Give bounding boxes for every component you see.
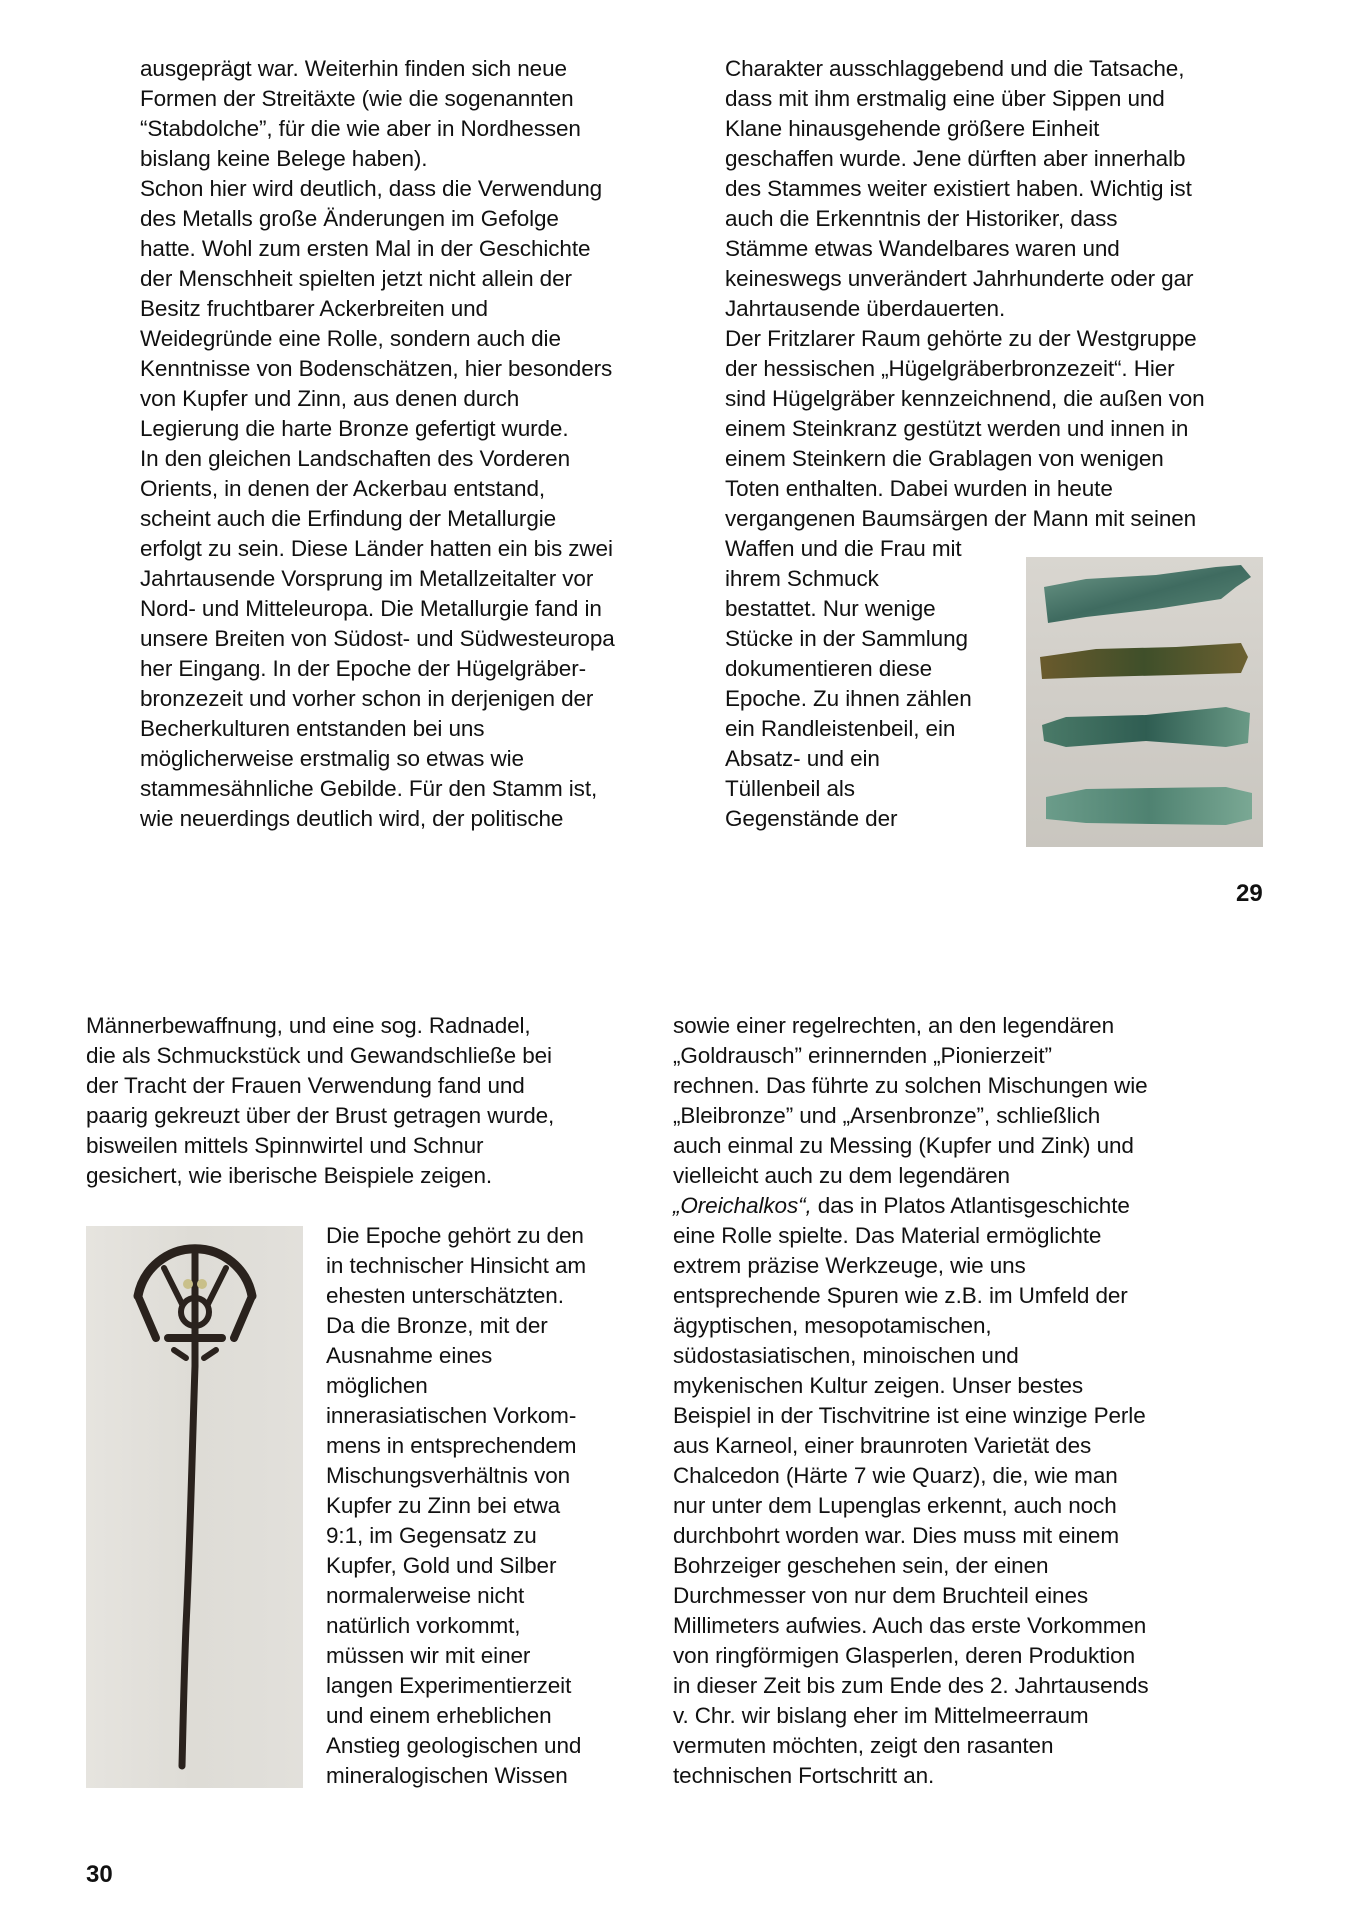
text-line: und einem erheblichen: [326, 1703, 552, 1728]
bronze-axes-illustration: [1026, 557, 1263, 847]
p30-right-column: [673, 1011, 1293, 1791]
text-line: auch einmal zu Messing (Kupfer und Zink) und: [673, 1133, 1134, 1158]
text-line: in technischer Hinsicht am: [326, 1253, 587, 1278]
text-line: Epoche. Zu ihnen zählen: [725, 686, 972, 711]
text-line: technischen Fortschritt an.: [673, 1763, 935, 1788]
text-line: der Tracht der Frauen Verwendung fand und: [86, 1073, 525, 1098]
text-line: Waffen und die Frau mit: [725, 536, 962, 561]
text-line: stammesähnliche Gebilde. Für den Stamm ist,: [140, 776, 598, 801]
text-line: nur unter dem Lupenglas erkennt, auch noch: [673, 1493, 1117, 1518]
text-line: hatte. Wohl zum ersten Mal in der Geschichte: [140, 236, 591, 261]
text-line: mineralogischen Wissen: [326, 1763, 568, 1788]
text-line: bislang keine Belege haben).: [140, 146, 428, 171]
text-line: aus Karneol, einer braunroten Varietät des: [673, 1433, 1092, 1458]
text-line: von Kupfer und Zinn, aus denen durch: [140, 386, 520, 411]
text-line: Stücke in der Sammlung: [725, 626, 968, 651]
text-line: Millimeters aufwies. Auch das erste Vorkommen: [673, 1613, 1147, 1638]
text-line: erfolgt zu sein. Diese Länder hatten ein bis zwei: [140, 536, 613, 561]
text-line: bronzezeit und vorher schon in derjenigen der: [140, 686, 594, 711]
text-line: vermuten möchten, zeigt den rasanten: [673, 1733, 1054, 1758]
wheel-pin-photo: [86, 1226, 303, 1788]
text-line: des Stammes weiter existiert haben. Wichtig ist: [725, 176, 1192, 201]
text-line: keineswegs unverändert Jahrhunderte oder gar: [725, 266, 1194, 291]
text-line: mens in entsprechendem: [326, 1433, 577, 1458]
text-line: bestattet. Nur wenige: [725, 596, 936, 621]
text-line: Becherkulturen entstanden bei uns: [140, 716, 485, 741]
text-line: her Eingang. In der Epoche der Hügelgräber-: [140, 656, 586, 681]
text-line: geschaffen wurde. Jene dürften aber innerhalb: [725, 146, 1186, 171]
text-line: Bohrzeiger geschehen sein, der einen: [673, 1553, 1049, 1578]
text-line: „Bleibronze” und „Arsenbronze”, schließlich: [673, 1103, 1101, 1128]
text-line: auch die Erkenntnis der Historiker, dass: [725, 206, 1118, 231]
text-line: Anstieg geologischen und: [326, 1733, 582, 1758]
text-line: des Metalls große Änderungen im Gefolge: [140, 206, 559, 231]
text-line: Tüllenbeil als: [725, 776, 855, 801]
text-line: innerasiatischen Vorkom-: [326, 1403, 577, 1428]
text-line: Chalcedon (Härte 7 wie Quarz), die, wie man: [673, 1463, 1118, 1488]
text-line: durchbohrt worden war. Dies muss mit einem: [673, 1523, 1119, 1548]
text-line: Beispiel in der Tischvitrine ist eine winzige Perle: [673, 1403, 1146, 1428]
text-line: Kupfer, Gold und Silber: [326, 1553, 557, 1578]
text-line: Kenntnisse von Bodenschätzen, hier besonders: [140, 356, 613, 381]
text-line: der hessischen „Hügelgräberbronzezeit“. Hier: [725, 356, 1175, 381]
text-line: gesichert, wie iberische Beispiele zeigen.: [86, 1163, 493, 1188]
p30-left-column: [86, 1011, 646, 1191]
text-line: südostasiatischen, minoischen und: [673, 1343, 1019, 1368]
text-line: rechnen. Das führte zu solchen Mischungen wie: [673, 1073, 1148, 1098]
text-line: natürlich vorkommt,: [326, 1613, 521, 1638]
p29-left-column: [140, 54, 680, 834]
text-line: vergangenen Baumsärgen der Mann mit seinen: [725, 506, 1197, 531]
text-line: langen Experimentierzeit: [326, 1673, 572, 1698]
text-line: ausgeprägt war. Weiterhin finden sich neue: [140, 56, 567, 81]
text-line: Weidegründe eine Rolle, sondern auch die: [140, 326, 561, 351]
text-line: ehesten unterschätzten.: [326, 1283, 564, 1308]
text-line: müssen wir mit einer: [326, 1643, 531, 1668]
text-line: von ringförmigen Glasperlen, deren Produktion: [673, 1643, 1136, 1668]
text-line: scheint auch die Erfindung der Metallurgie: [140, 506, 557, 531]
text-line: dass mit ihm erstmalig eine über Sippen und: [725, 86, 1165, 111]
text-line: Toten enthalten. Dabei wurden in heute: [725, 476, 1113, 501]
text-line: ihrem Schmuck: [725, 566, 879, 591]
text-line: extrem präzise Werkzeuge, wie uns: [673, 1253, 1026, 1278]
text-line: einem Steinkranz gestützt werden und innen in: [725, 416, 1189, 441]
axe-4: [1046, 787, 1252, 825]
text-line: eine Rolle spielte. Das Material ermöglichte: [673, 1223, 1102, 1248]
text-line: Da die Bronze, mit der: [326, 1313, 548, 1338]
wheel-pin-illustration: [86, 1226, 303, 1788]
text-line: Gegenstände der: [725, 806, 898, 831]
text-line: Legierung die harte Bronze gefertigt wurde.: [140, 416, 569, 441]
text-line: möglichen: [326, 1373, 428, 1398]
text-line: Die Epoche gehört zu den: [326, 1223, 584, 1248]
text-line: Besitz fruchtbarer Ackerbreiten und: [140, 296, 488, 321]
text-line: möglicherweise erstmalig so etwas wie: [140, 746, 524, 771]
p30-middle-column: [326, 1221, 626, 1791]
text-line: Jahrtausende überdauerten.: [725, 296, 1006, 321]
text-line: normalerweise nicht: [326, 1583, 525, 1608]
text-line: dokumentieren diese: [725, 656, 932, 681]
text-line: der Menschheit spielten jetzt nicht allein der: [140, 266, 572, 291]
text-line: Schon hier wird deutlich, dass die Verwendung: [140, 176, 603, 201]
text-line: Ausnahme eines: [326, 1343, 493, 1368]
text-line: paarig gekreuzt über der Brust getragen wurde,: [86, 1103, 555, 1128]
text-line: Stämme etwas Wandelbares waren und: [725, 236, 1120, 261]
text-line: Formen der Streitäxte (wie die sogenannten: [140, 86, 574, 111]
axe-3: [1042, 707, 1250, 747]
text-line: Absatz- und ein: [725, 746, 880, 771]
text-line: Mischungsverhältnis von: [326, 1463, 571, 1488]
text-line: In den gleichen Landschaften des Vorderen: [140, 446, 570, 471]
text-line: Durchmesser von nur dem Bruchteil eines: [673, 1583, 1089, 1608]
text-line: Charakter ausschlaggebend und die Tatsache,: [725, 56, 1185, 81]
text-line: mykenischen Kultur zeigen. Unser bestes: [673, 1373, 1084, 1398]
axe-2: [1040, 643, 1248, 679]
text-line: wie neuerdings deutlich wird, der politische: [140, 806, 564, 831]
text-line: Männerbewaffnung, und eine sog. Radnadel,: [86, 1013, 531, 1038]
text-line: unsere Breiten von Südost- und Südwesteuropa: [140, 626, 615, 651]
text-line: bisweilen mittels Spinnwirtel und Schnur: [86, 1133, 484, 1158]
axe-1: [1044, 565, 1251, 623]
text-line: sind Hügelgräber kennzeichnend, die außen von: [725, 386, 1205, 411]
text-line: entsprechende Spuren wie z.B. im Umfeld der: [673, 1283, 1128, 1308]
text-line: Orients, in denen der Ackerbau entstand,: [140, 476, 546, 501]
text-line: 9:1, im Gegensatz zu: [326, 1523, 537, 1548]
text-line: “Stabdolche”, für die wie aber in Nordhessen: [140, 116, 581, 141]
text-line: „Goldrausch” erinnernden „Pionierzeit”: [673, 1043, 1052, 1068]
text-line: Jahrtausende Vorsprung im Metallzeitalter vor: [140, 566, 594, 591]
text-line: Nord- und Mitteleuropa. Die Metallurgie fand in: [140, 596, 602, 621]
page-number-30: 30: [86, 1861, 113, 1888]
text-line: vielleicht auch zu dem legendären: [673, 1163, 1010, 1188]
text-line: Klane hinausgehende größere Einheit: [725, 116, 1100, 141]
text-line: Kupfer zu Zinn bei etwa: [326, 1493, 561, 1518]
text-line: die als Schmuckstück und Gewandschließe bei: [86, 1043, 552, 1068]
text-line: einem Steinkern die Grablagen von wenigen: [725, 446, 1164, 471]
text-line: in dieser Zeit bis zum Ende des 2. Jahrtausends: [673, 1673, 1149, 1698]
text-line: Der Fritzlarer Raum gehörte zu der Westgruppe: [725, 326, 1197, 351]
bronze-axes-photo: [1026, 557, 1263, 847]
text-line: v. Chr. wir bislang eher im Mittelmeerraum: [673, 1703, 1089, 1728]
text-line: „Oreichalkos“, das in Platos Atlantisgeschichte: [673, 1193, 1130, 1218]
text-line: sowie einer regelrechten, an den legendären: [673, 1013, 1115, 1038]
text-line: ägyptischen, mesopotamischen,: [673, 1313, 992, 1338]
text-line: ein Randleistenbeil, ein: [725, 716, 956, 741]
page-number-29: 29: [1236, 880, 1263, 907]
